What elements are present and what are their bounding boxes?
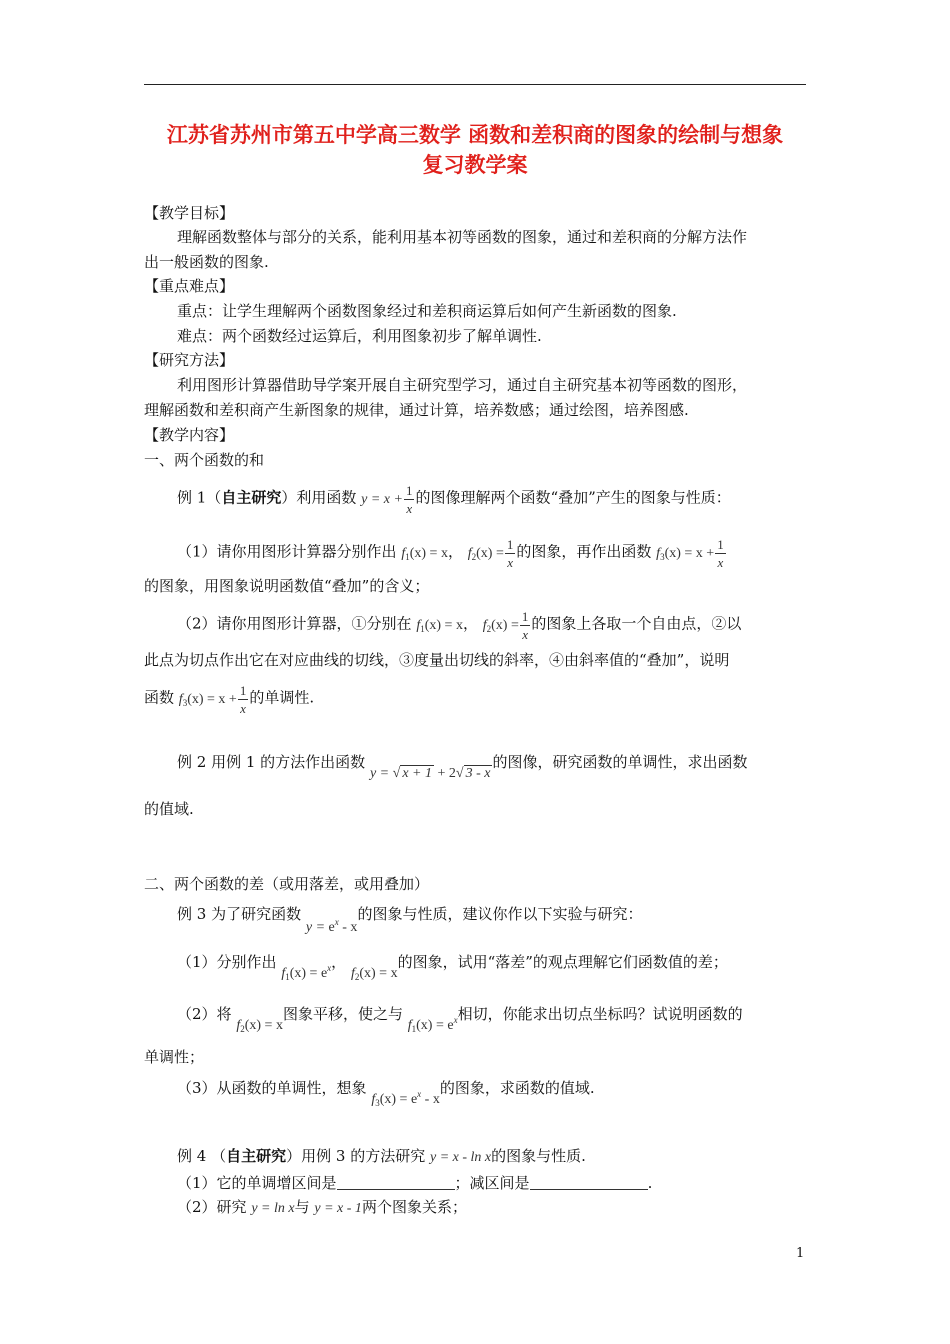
method-text-2: 理解函数和差积商产生新图象的规律，通过计算，培养数感；通过绘图，培养图感.	[144, 401, 689, 419]
math-sqrt-function: y = √ x + 1 + 2√ 3 - x	[369, 766, 491, 781]
math-f2-eq-x: $f_2(x) = x$	[350, 966, 398, 982]
math-f1-eq-x: $f_1(x) = x$	[401, 545, 448, 562]
math-f1-eq-ex-2: $f_1(x) = e^x$	[407, 1015, 458, 1034]
content-heading: 【教学内容】	[144, 426, 235, 444]
decrease-interval-blank[interactable]	[530, 1175, 648, 1190]
math-y-x-minus-lnx: y = x - ln x	[429, 1150, 492, 1165]
example-3-q2: （2）将 $f_2(x) = x$图象平移，使之与 $f_1(x) = e^x$相切，你能求出切点坐标吗？试说明函数的	[177, 1005, 743, 1034]
key-text-2: 难点：两个函数经过运算后，利用图象初步了解单调性.	[177, 327, 542, 345]
method-text-1: 利用图形计算器借助导学案开展自主研究型学习，通过自主研究基本初等函数的图形，	[177, 376, 748, 394]
math-f1-eq-x-2: $f_1(x) = x$	[416, 617, 463, 634]
section-1-heading: 一、两个函数的和	[144, 451, 265, 469]
goal-heading: 【教学目标】	[144, 204, 235, 222]
example-4-q2: （2）研究 y = ln x与 y = x - 1两个图象关系；	[177, 1198, 467, 1216]
math-f1-eq-ex: $f_1(x) = e^x$	[281, 963, 332, 982]
key-heading: 【重点难点】	[144, 277, 235, 295]
math-y-lnx: y = ln x	[251, 1201, 295, 1216]
section-2-heading: 二、两个函数的差（或用落差，或用叠加）	[144, 875, 430, 893]
method-heading: 【研究方法】	[144, 351, 235, 369]
example-1-q2: （2）请你用图形计算器，①分别在 $f_1(x) = x$， $f_2(x)$ = $\frac{1}{x}$ 的图象上各取一个自由点，②以	[177, 609, 742, 642]
math-f3-eq-ex-minus-x: $f_3(x) = e^x - x$	[371, 1089, 440, 1108]
page-number: 1	[796, 1246, 805, 1261]
goal-text-1: 理解函数整体与部分的关系，能利用基本初等函数的图象，通过和差积商的分解方法作	[177, 228, 748, 246]
example-2: 例 2 用例 1 的方法作出函数 y = √ x + 1 + 2√ 3 - x的图像，研究函数的单调性，求出函数	[177, 753, 748, 781]
example-4: 例 4 （自主研究）用例 3 的方法研究 y = x - ln x的图象与性质.	[177, 1147, 586, 1165]
math-y-ex-minus-x: $y = e^x - x$	[305, 917, 358, 935]
math-y-x-minus-1: y = x - 1	[314, 1201, 362, 1216]
example-3: 例 3 为了研究函数 $y = e^x - x$的图象与性质，建议你作以下实验与研究：	[177, 905, 643, 935]
page-title-line2: 复习教学案	[422, 153, 528, 177]
example-3-q2-cont: 单调性；	[144, 1048, 205, 1066]
math-f3-eq-x-plus-1-over-x: $f_3(x) = x$ + $\frac{1}{x}$	[656, 537, 724, 570]
math-f2-eq-1-over-x-2: $f_2(x)$ = $\frac{1}{x}$	[482, 609, 529, 642]
example-1-q1: （1）请你用图形计算器分别作出 $f_1(x) = x$， $f_2(x)$ = $\frac{1}{x}$ 的图象，再作出函数 $f_3(x) = x$ + $\frac{1}{x}$	[177, 536, 727, 571]
math-f2-eq-1-over-x: $f_2(x)$ = $\frac{1}{x}$	[467, 537, 514, 570]
example-1-intro: 例 1（自主研究）利用函数 y = x + $\frac{1}{x}$ 的图像理解两个函数“叠加”产生的图象与性质：	[177, 483, 731, 516]
math-y-x-plus-1-over-x: y = x + $\frac{1}{x}$	[361, 483, 413, 516]
page-title: 江苏省苏州市第五中学高三数学 函数和差积商的图象的绘制与想象	[166, 123, 784, 147]
example-1-q1-cont: 的图象，用图象说明函数值“叠加”的含义；	[144, 577, 430, 595]
key-text-1: 重点：让学生理解两个函数图象经过和差积商运算后如何产生新函数的图象.	[177, 302, 677, 320]
example-1-q2-cont: 此点为切点作出它在对应曲线的切线，③度量出切线的斜率，④由斜率值的“叠加”，说明	[144, 651, 730, 669]
example-4-q1: （1）它的单调增区间是 ；减区间是 .	[177, 1174, 653, 1192]
increase-interval-blank[interactable]	[337, 1175, 455, 1190]
example-2-cont: 的值域.	[144, 800, 194, 818]
example-1-q2-end: 函数 $f_3(x) = x$ + $\frac{1}{x}$ 的单调性.	[144, 683, 315, 716]
goal-text-2: 出一般函数的图象.	[144, 253, 269, 271]
math-f2-eq-x-2: $f_2(x) = x$	[236, 1018, 283, 1034]
header-rule	[144, 84, 806, 85]
math-f3-eq-x-plus-1-over-x-2: $f_3(x) = x$ + $\frac{1}{x}$	[178, 683, 247, 716]
example-3-q3: （3）从函数的单调性，想象 $f_3(x) = e^x - x$的图象，求函数的值域.	[177, 1079, 595, 1108]
example-3-q1: （1）分别作出 $f_1(x) = e^x$， $f_2(x) = x$的图象，试用“落差”的观点理解它们函数值的差；	[177, 953, 728, 982]
